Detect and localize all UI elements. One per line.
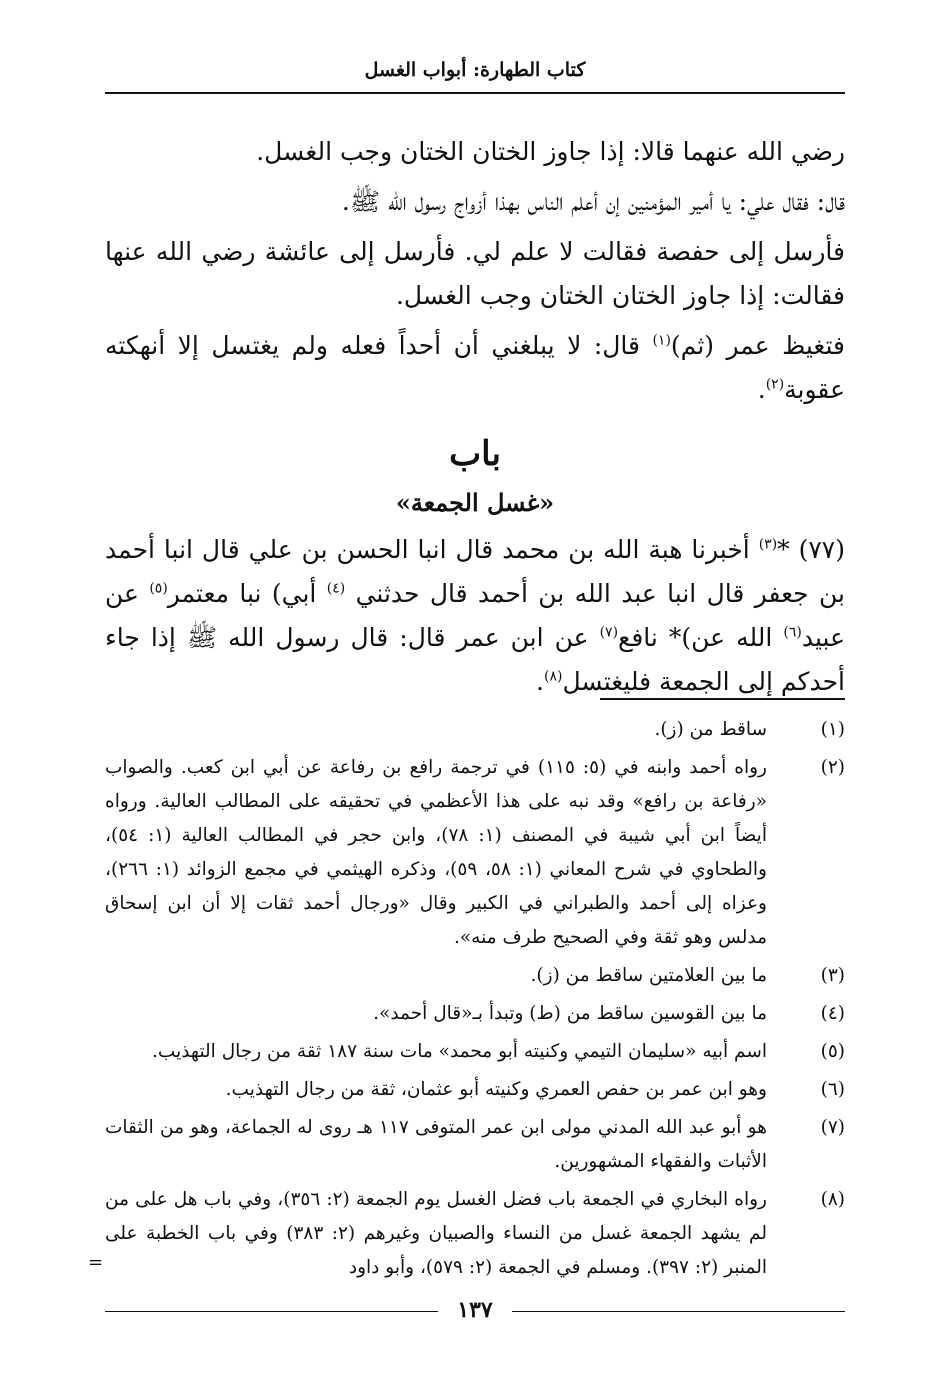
footnote-number: (٤) (820, 1003, 845, 1024)
footnote-text: وهو ابن عمر بن حفص العمري وكنيته أبو عثمان، ثقة من رجال التهذيب. (225, 1079, 767, 1100)
footnote-ref: (٨) (543, 668, 563, 685)
footer-rule-left (105, 1311, 438, 1312)
footnote (105, 1111, 845, 1179)
footnote-number: (٨) (820, 1189, 845, 1210)
footnote-number: (٥) (820, 1041, 845, 1062)
chapter-subtitle: «غسل الجمعة» (395, 488, 555, 517)
footnote-number: (٢) (820, 757, 845, 778)
footnote (105, 1073, 845, 1107)
page-number: ١٣٧ (457, 1297, 493, 1323)
hadith-paragraph: (٧٧) *$^{(٣)}$ أخبرنا هبة الله بن محمد قال انبا الحسن بن علي قال انبا أحمد بن جعفر قال انبا عبد الله بن أحمد قال حدثني $^{(٤)}$ أبي) نبا معتمر$^{(٥)}$ عن عبيد$^{(٦)}$ الله عن)* نافع$^{(٧)}$ عن ابن عمر قال: قال رسول الله ﷺ إذا جاء أحدكم إلى الجمعة فليغتسل$^{(٨)}$. (105, 535, 846, 696)
footnote-text: ما بين القوسين ساقط من (ط) وتبدأ بـ«قال أحمد». (373, 1003, 767, 1024)
footnote (105, 751, 845, 955)
paragraph: فأرسل إلى حفصة فقالت لا علم لي. فأرسل إلى عائشة رضي الله عنها فقالت: إذا جاوز الختان الختان وجب الغسل. (105, 237, 845, 310)
footnote-text: هو أبو عبد الله المدني مولى ابن عمر المتوفى ١١٧ هـ روى له الجماعة، وهو من الثقات الأثبات والفقهاء المشهورين. (105, 1117, 767, 1172)
footnote-ref: (٦) (783, 624, 802, 641)
footnote (105, 959, 845, 993)
footnote-text: رواه البخاري في الجمعة باب فضل الغسل يوم الجمعة (٢: ٣٥٦)، وفي باب هل على من لم يشهد الجمعة غسل من النساء والصبيان وغيرهم (٢: ٣٨٣) وفي باب الخطبة على المنبر (٢: ٣٩٧). ومسلم في الجمعة (٢: ٥٧٩)، وأبو داود (105, 1189, 767, 1278)
footnote (105, 1183, 845, 1285)
footnote-ref: (٤) (326, 580, 346, 597)
footnote-number: (٦) (820, 1079, 845, 1100)
footnote-ref: (٣) (758, 536, 778, 553)
footnote (105, 1035, 845, 1069)
footnote-text: ما بين العلامتين ساقط من (ز). (530, 965, 767, 986)
footnote-ref: (٧) (599, 624, 619, 641)
footer-rule-right (512, 1311, 845, 1312)
header-rule (105, 92, 845, 94)
footnote-ref: (٥) (149, 580, 168, 597)
continuation-mark: = (88, 1252, 104, 1273)
paragraph: فتغيظ عمر (ثم)$^{(١)}$ قال: لا يبلغني أن أحداً فعله ولم يغتسل إلا أنهكته عقوبة$^{(٢)}$. (105, 331, 845, 404)
footnote-separator (600, 698, 845, 700)
footnote-number: (١) (820, 719, 845, 740)
footnote-number: (٧) (820, 1117, 845, 1138)
chapter-title: باب (449, 434, 501, 474)
footnote-text: رواه أحمد وابنه في (٥: ١١٥) في ترجمة رافع بن رفاعة عن أبي ابن كعب. والصواب «رفاعة بن رافع» وقد نبه على هذا الأعظمي في تحقيقه على المطالب العالية. ورواه أيضاً ابن أبي شيبة في المصنف (١: ٧٨)، وابن حجر في المطالب العالية (١: ٥٤)، والطحاوي في شرح المعاني (١: ٥٨، ٥٩)، وذكره الهيثمي في مجمع الزوائد (١: ٢٦٦)، وعزاه إلى أحمد والطبراني في الكبير وقال «ورجال أحمد ثقات إلا أن ابن إسحاق مدلس وهو ثقة وفي الصحيح طرف منه». (105, 757, 767, 948)
paragraph: رضي الله عنهما قالا: إذا جاوز الختان الختان وجب الغسل. (256, 137, 845, 166)
main-text (105, 130, 845, 710)
footnote (105, 997, 845, 1031)
footnote-ref: (٢) (765, 376, 785, 393)
footnote-number: (٣) (820, 965, 845, 986)
footnote-ref: (١) (652, 332, 671, 349)
footnote (105, 713, 845, 747)
paragraph: قال: فقال علي: يا أمير المؤمنين إن أعلم الناس بهذا أزواج رسول الله ﷺ. (341, 187, 845, 216)
footnotes (105, 713, 845, 1289)
running-head: كتاب الطهارة: أبواب الغسل (364, 59, 586, 81)
footnote-text: ساقط من (ز). (654, 719, 767, 740)
footnote-text: اسم أبيه «سليمان التيمي وكنيته أبو محمد» مات سنة ١٨٧ ثقة من رجال التهذيب. (152, 1041, 767, 1062)
